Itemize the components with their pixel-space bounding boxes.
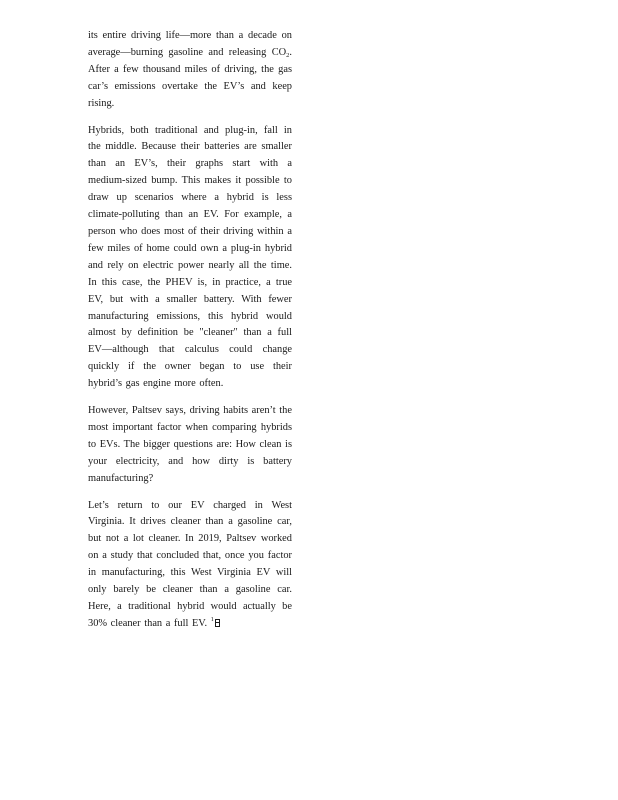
paragraph-2: Hybrids, both traditional and plug-in, fall in the middle. Because their batteries are smaller than an EV’s, their graphs start with a medium-sized bump. This makes it possible to draw up scenarios where a hybrid is less climate-polluting than an EV. For example, a person who does most of their driving within a few miles of home could own a plug-in hybrid and rely on electric power nearly all the time. In this case, the PHEV is, in practice, a true EV, but with a smaller battery. With fewer manufacturing emissions, this hybrid would almost by definition be "cleaner" than a full EV—although that calculus could change quickly if the owner began to use their hybrid’s gas engine more often. [88,124,292,390]
paragraph-4 [88,498,292,633]
co2-subscript: 2 [286,51,290,59]
paragraph-4-text: Let’s return to our EV charged in West Virginia. It drives cleaner than a gasoline car, but not a lot cleaner. In 2019, Paltsev worked on a study that concluded that, once you factor in manufacturing, this West Virginia EV will only barely be cleaner than a gasoline car. Here, a traditional hybrid would actually be 30% cleaner than a full EV. [88,499,292,629]
footnote-link-icon[interactable] [215,619,220,627]
paragraph-1 [88,28,292,113]
paragraph-1-text: its entire driving life—more than a decade on average—burning gasoline and releasing CO [88,30,292,58]
article-column [88,28,292,643]
footnote-marker[interactable]: 1 [210,615,214,623]
paragraph-3: However, Paltsev says, driving habits aren’t the most important factor when comparing hybrids to EVs. The bigger questions are: How clean is your electricity, and how dirty is battery manufacturing? [88,405,292,484]
paragraph-1-text-rest: . After a few thousand miles of driving, the gas car’s emissions overtake the EV’s and keep rising. [88,46,292,109]
